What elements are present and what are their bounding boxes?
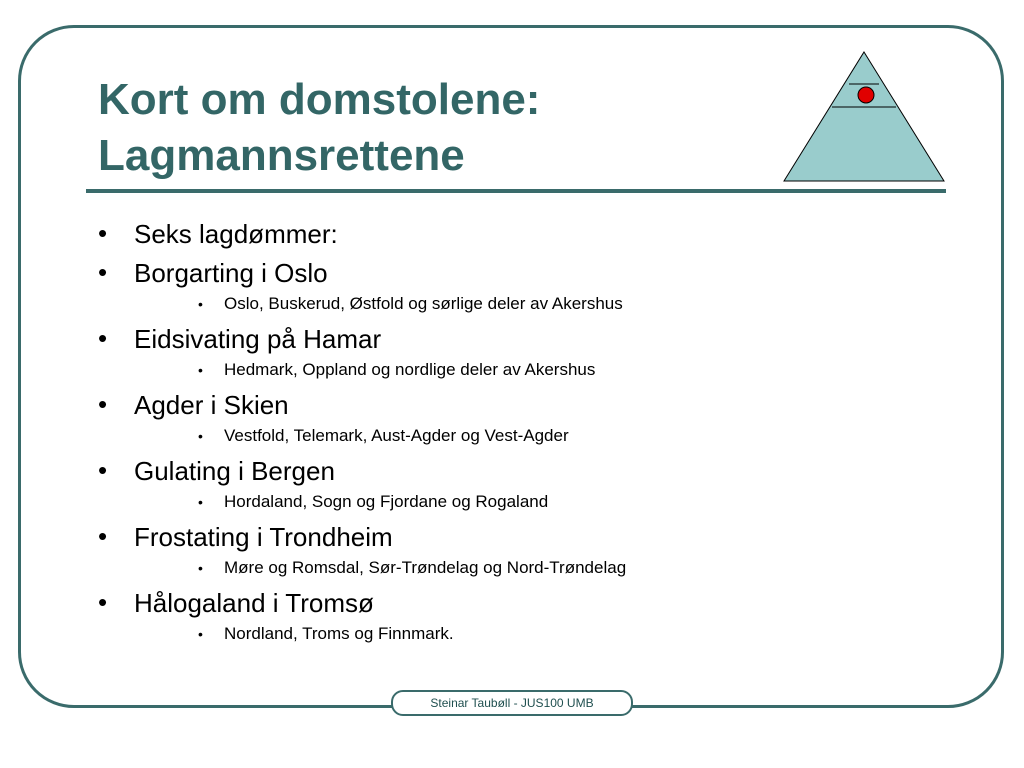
bullet-item	[98, 387, 918, 423]
sub-bullet-item	[98, 292, 918, 316]
bullet-icon: •	[98, 521, 108, 551]
sub-bullet-icon: •	[198, 560, 203, 576]
bullet-text: Seks lagdømmer:	[134, 219, 338, 249]
sub-bullet-item	[98, 358, 918, 382]
slide-footer: Steinar Taubøll - JUS100 UMB	[391, 690, 633, 716]
bullet-item	[98, 519, 918, 555]
title-divider	[86, 189, 946, 193]
bullet-text: Eidsivating på Hamar	[134, 324, 382, 354]
bullet-icon: •	[98, 257, 108, 287]
sub-bullet-icon: •	[198, 626, 203, 642]
pyramid-shape	[784, 52, 944, 181]
bullet-item	[98, 321, 918, 357]
bullet-item	[98, 453, 918, 489]
bullet-item	[98, 585, 918, 621]
current-level-marker	[858, 87, 874, 103]
sub-bullet-text: Nordland, Troms og Finnmark.	[224, 624, 454, 643]
bullet-icon: •	[98, 587, 108, 617]
sub-bullet-icon: •	[198, 362, 203, 378]
bullet-text: Hålogaland i Tromsø	[134, 588, 374, 618]
sub-bullet-item	[98, 424, 918, 448]
sub-bullet-icon: •	[198, 428, 203, 444]
bullet-icon: •	[98, 455, 108, 485]
bullet-icon: •	[98, 323, 108, 353]
sub-bullet-text: Møre og Romsdal, Sør-Trøndelag og Nord-Trøndelag	[224, 558, 627, 577]
bullet-list	[98, 216, 918, 651]
slide-title	[98, 72, 540, 184]
sub-bullet-icon: •	[198, 296, 203, 312]
sub-bullet-text: Hedmark, Oppland og nordlige deler av Akershus	[224, 360, 596, 379]
sub-bullet-item	[98, 490, 918, 514]
bullet-text: Gulating i Bergen	[134, 456, 335, 486]
bullet-item	[98, 216, 918, 252]
bullet-text: Agder i Skien	[134, 390, 289, 420]
bullet-icon: •	[98, 218, 108, 248]
slide-title-line-1: Kort om domstolene:	[98, 75, 541, 124]
sub-bullet-text: Oslo, Buskerud, Østfold og sørlige deler av Akershus	[224, 294, 623, 313]
bullet-text: Frostating i Trondheim	[134, 522, 393, 552]
court-hierarchy-pyramid-icon	[781, 50, 947, 183]
sub-bullet-text: Hordaland, Sogn og Fjordane og Rogaland	[224, 492, 549, 511]
sub-bullet-icon: •	[198, 494, 203, 510]
bullet-item	[98, 255, 918, 291]
bullet-text: Borgarting i Oslo	[134, 258, 328, 288]
sub-bullet-item	[98, 556, 918, 580]
bullet-icon: •	[98, 389, 108, 419]
sub-bullet-item	[98, 622, 918, 646]
sub-bullet-text: Vestfold, Telemark, Aust-Agder og Vest-Agder	[224, 426, 569, 445]
slide-title-line-2: Lagmannsrettene	[98, 131, 465, 180]
